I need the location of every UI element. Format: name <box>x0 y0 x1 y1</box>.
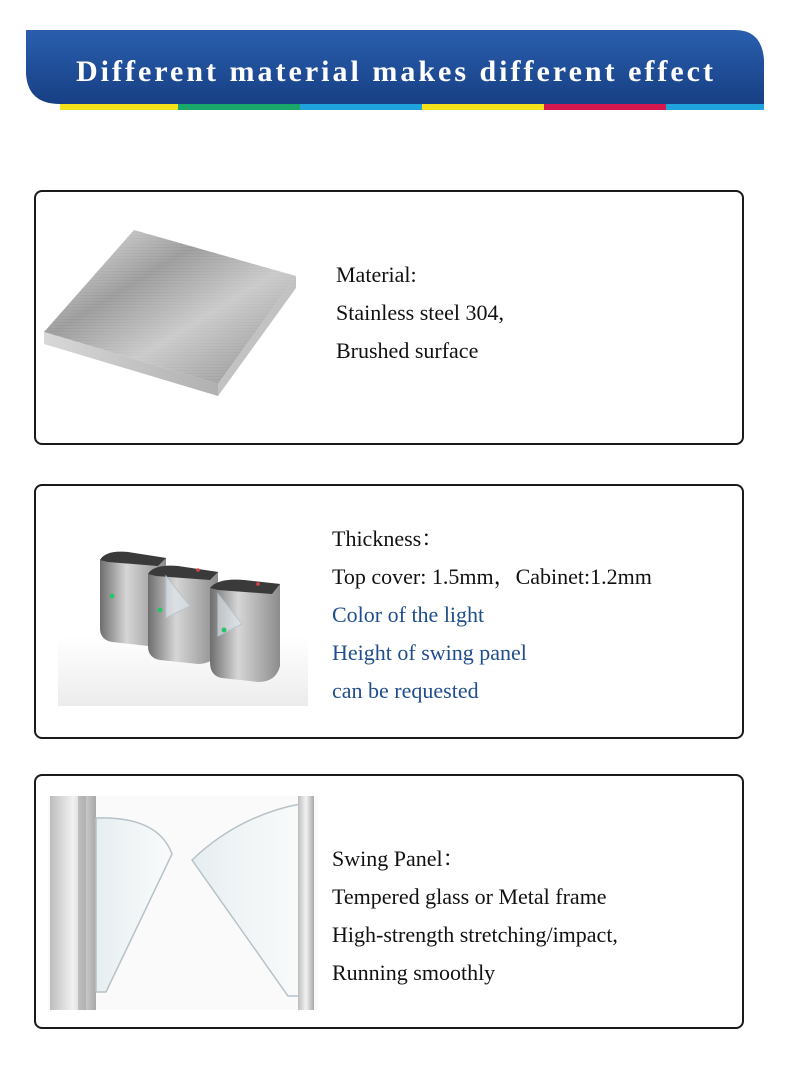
brushed-steel-plate-image <box>42 224 300 405</box>
text-line: can be requested <box>332 678 479 703</box>
text-line: Running smoothly <box>332 960 496 985</box>
color-strip <box>0 104 790 110</box>
swing-panel-text <box>332 840 618 992</box>
text-line: Swing Panel： <box>332 846 465 871</box>
thickness-card <box>34 484 744 739</box>
text-line: Material: <box>336 262 417 287</box>
text-line: Height of swing panel <box>332 640 527 665</box>
text-line: Tempered glass or Metal frame <box>332 884 607 909</box>
text-line: Brushed surface <box>336 338 479 363</box>
swing-turnstiles-image <box>58 536 308 711</box>
text-line: Top cover: 1.5mm，Cabinet:1.2mm <box>332 564 652 589</box>
text-line: High-strength stretching/impact, <box>332 922 618 947</box>
page-title: Different material makes different effect <box>75 55 716 88</box>
glass-swing-panels-image <box>48 796 318 1015</box>
thickness-text <box>332 520 652 710</box>
text-line: Color of the light <box>332 602 485 627</box>
header-banner <box>0 0 790 112</box>
text-line: Thickness： <box>332 526 444 551</box>
text-line: Stainless steel 304, <box>336 300 505 325</box>
material-card <box>34 190 744 445</box>
swing-panel-card <box>34 774 744 1029</box>
material-text <box>336 256 504 370</box>
